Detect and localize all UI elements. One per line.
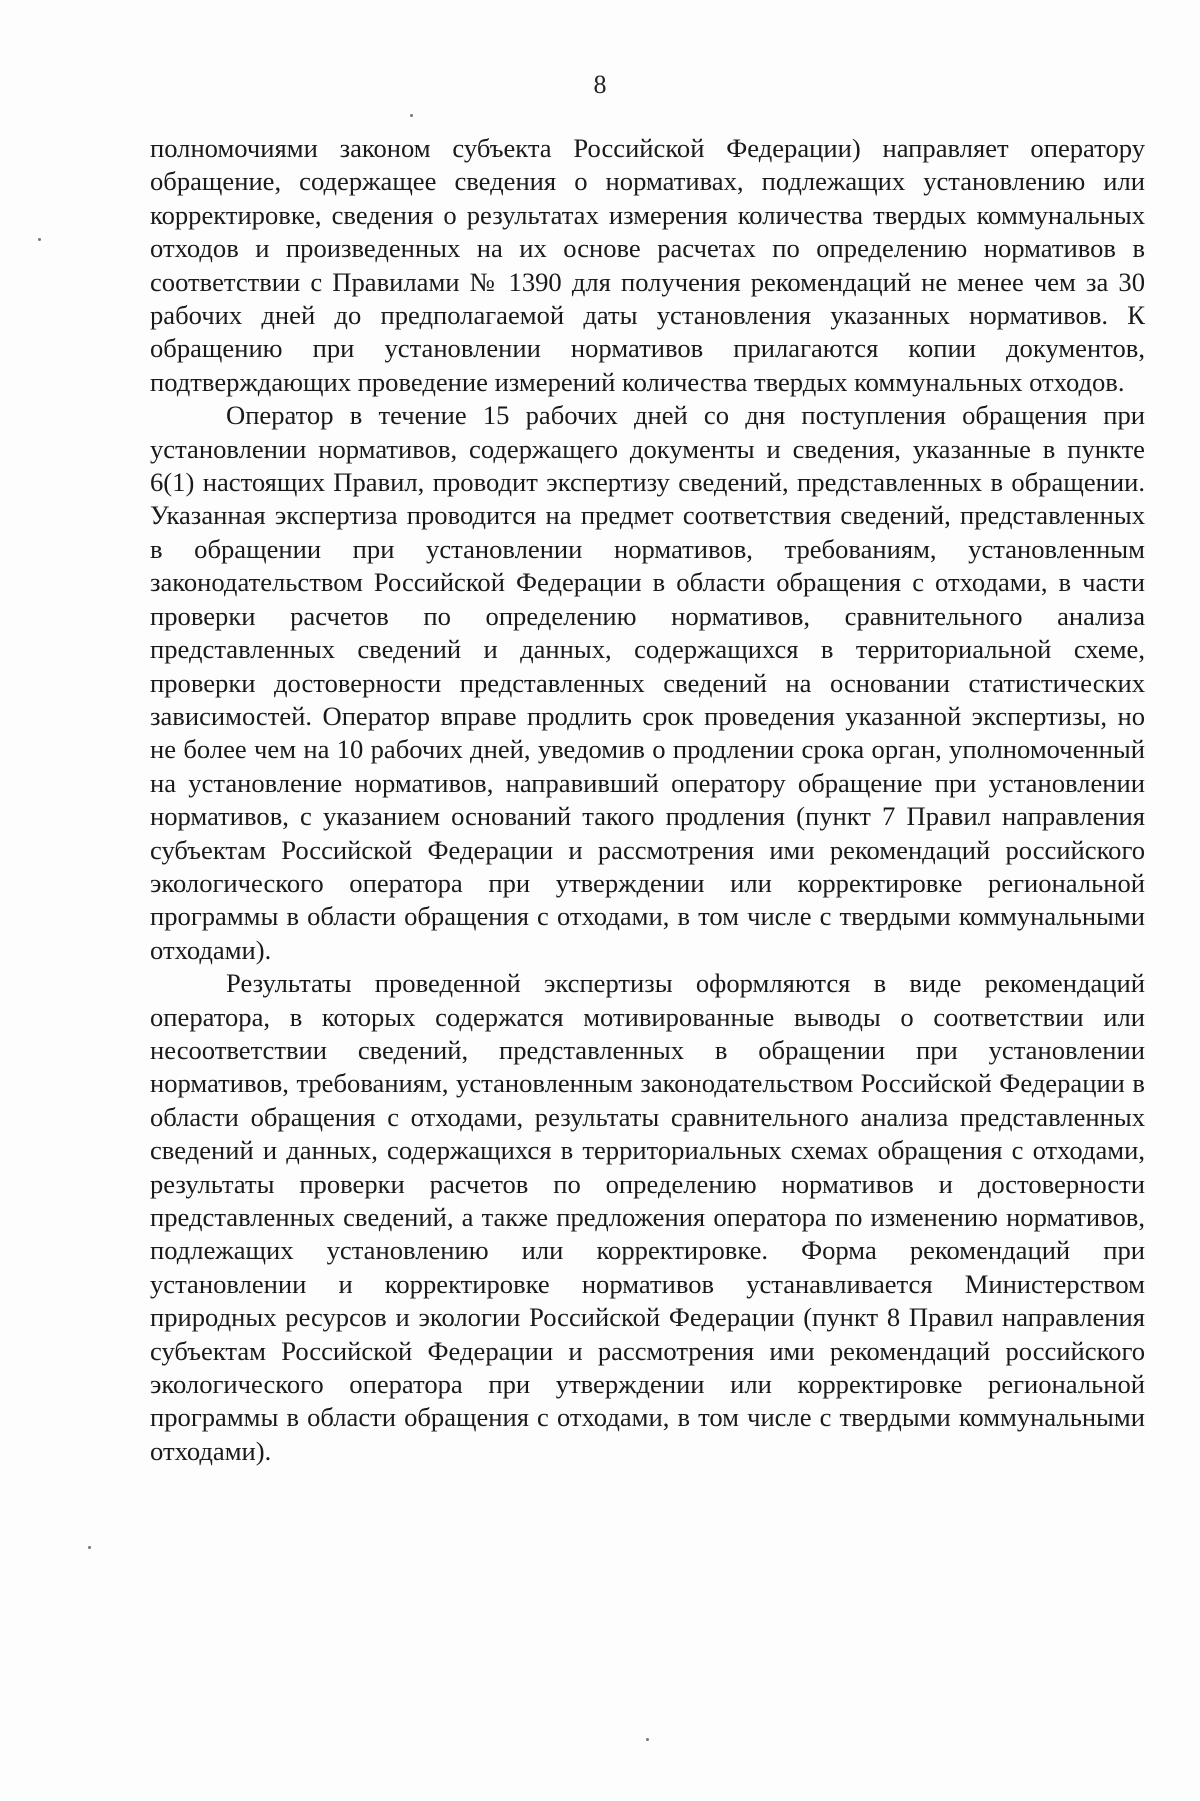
document-body [150, 132, 1145, 1468]
scan-speck [646, 1738, 649, 1741]
paragraph-operator-expertise: Оператор в течение 15 рабочих дней со дня поступления обращения при установлении нормативов, содержащего документы и сведения, указанные в пункте 6(1) настоящих Правил, проводит экспертизу сведений, представленных в обращении. Указанная экспертиза проводится на предмет соответствия сведений, представленных в обращении при установлении нормативов, требованиям, установленным законодательством Российской Федерации в области обращения с отходами, в части проверки расчетов по определению нормативов, сравнительного анализа представленных сведений и данных, содержащихся в территориальной схеме, проверки достоверности представленных сведений на основании статистических зависимостей. Оператор вправе продлить срок проведения указанной экспертизы, но не более чем на 10 рабочих дней, уведомив о продлении срока орган, уполномоченный на установление нормативов, направивший оператору обращение при установлении нормативов, с указанием оснований такого продления (пункт 7 Правил направления субъектам Российской Федерации и рассмотрения ими рекомендаций российского экологического оператора при утверждении или корректировке региональной программы в области обращения с отходами, в том числе с твердыми коммунальными отходами). [150, 400, 1145, 965]
scan-speck [410, 114, 413, 117]
scan-speck [38, 238, 41, 241]
paragraph-continuation: полномочиями законом субъекта Российской Федерации) направляет оператору обращение, содержащее сведения о нормативах, подлежащих установлению или корректировке, сведения о результатах измерения количества твердых коммунальных отходов и произведенных на их основе расчетах по определению нормативов в соответствии с Правилами № 1390 для получения рекомендаций не менее чем за 30 рабочих дней до предполагаемой даты установления указанных нормативов. К обращению при установлении нормативов прилагаются копии документов, подтверждающих проведение измерений количества твердых коммунальных отходов. [150, 133, 1145, 397]
paragraph-expertise-results: Результаты проведенной экспертизы оформляются в виде рекомендаций оператора, в которых содержатся мотивированные выводы о соответствии или несоответствии сведений, представленных в обращении при установлении нормативов, требованиям, установленным законодательством Российской Федерации в области обращения с отходами, результаты сравнительного анализа представленных сведений и данных, содержащихся в территориальных схемах обращения с отходами, результаты проверки расчетов по определению нормативов и достоверности представленных сведений, а также предложения оператора по изменению нормативов, подлежащих установлению или корректировке. Форма рекомендаций при установлении и корректировке нормативов устанавливается Министерством природных ресурсов и экологии Российской Федерации (пункт 8 Правил направления субъектам Российской Федерации и рассмотрения ими рекомендаций российского экологического оператора при утверждении или корректировке региональной программы в области обращения с отходами, в том числе с твердыми коммунальными отходами). [150, 968, 1145, 1466]
page-number: 8 [593, 70, 607, 99]
scan-speck [88, 1546, 91, 1549]
